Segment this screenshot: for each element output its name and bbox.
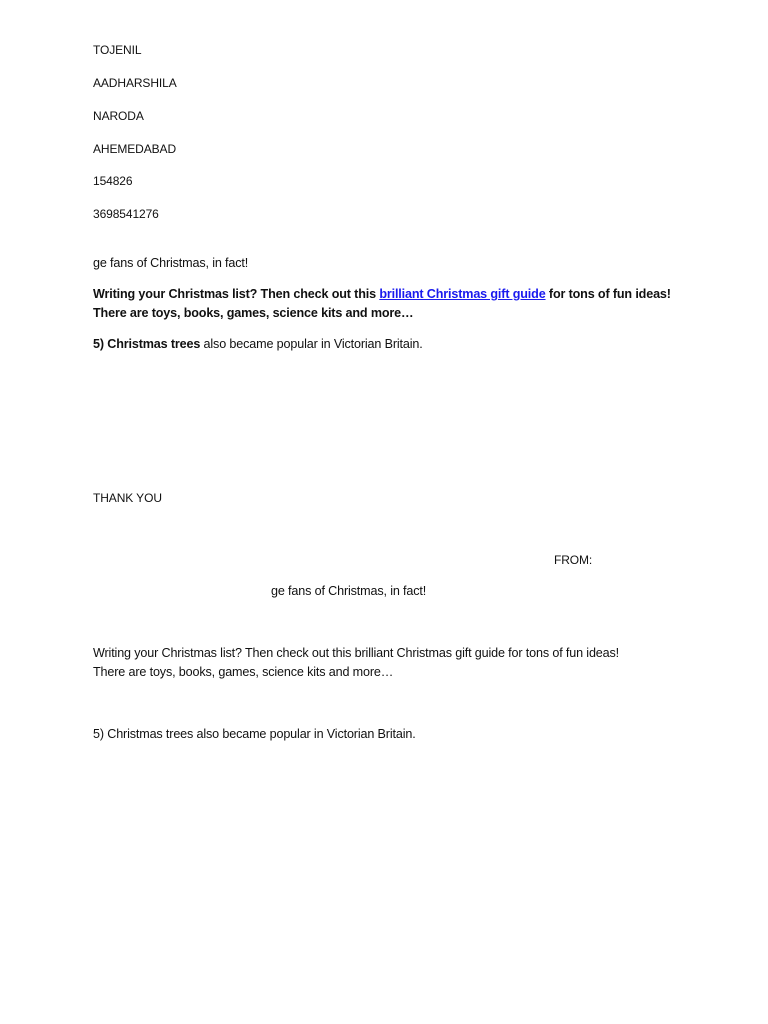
fact-paragraph-repeat: 5) Christmas trees also became popular in Victorian Britain.	[93, 727, 416, 741]
gift-text-before: Writing your Christmas list? Then check out this	[93, 287, 380, 301]
address-line2: NARODA	[93, 109, 144, 123]
fact-rest: also became popular in Victorian Britain.	[200, 337, 423, 351]
gift-line1-repeat: Writing your Christmas list? Then check out this brilliant Christmas gift guide for tons of fun ideas!	[93, 646, 619, 660]
fact-paragraph	[93, 335, 423, 354]
gift-paragraph	[93, 285, 671, 323]
gift-text-line2: There are toys, books, games, science kits and more…	[93, 306, 414, 320]
from-label: FROM:	[554, 553, 593, 567]
intro-text: ge fans of Christmas, in fact!	[93, 256, 249, 270]
address-line1: AADHARSHILA	[93, 76, 177, 90]
gift-line2-repeat: There are toys, books, games, science kits and more…	[93, 665, 394, 679]
address-phone: 3698541276	[93, 207, 159, 221]
gift-paragraph-repeat	[93, 644, 619, 682]
intro-text-repeat: ge fans of Christmas, in fact!	[271, 584, 427, 598]
address-city: AHEMEDABAD	[93, 142, 177, 156]
address-name: TOJENIL	[93, 43, 142, 57]
address-pincode: 154826	[93, 174, 133, 188]
thank-you: THANK YOU	[93, 491, 162, 505]
gift-guide-link[interactable]: brilliant Christmas gift guide	[379, 287, 546, 301]
fact-bold: 5) Christmas trees	[93, 337, 201, 351]
gift-text-after: for tons of fun ideas!	[545, 287, 671, 301]
